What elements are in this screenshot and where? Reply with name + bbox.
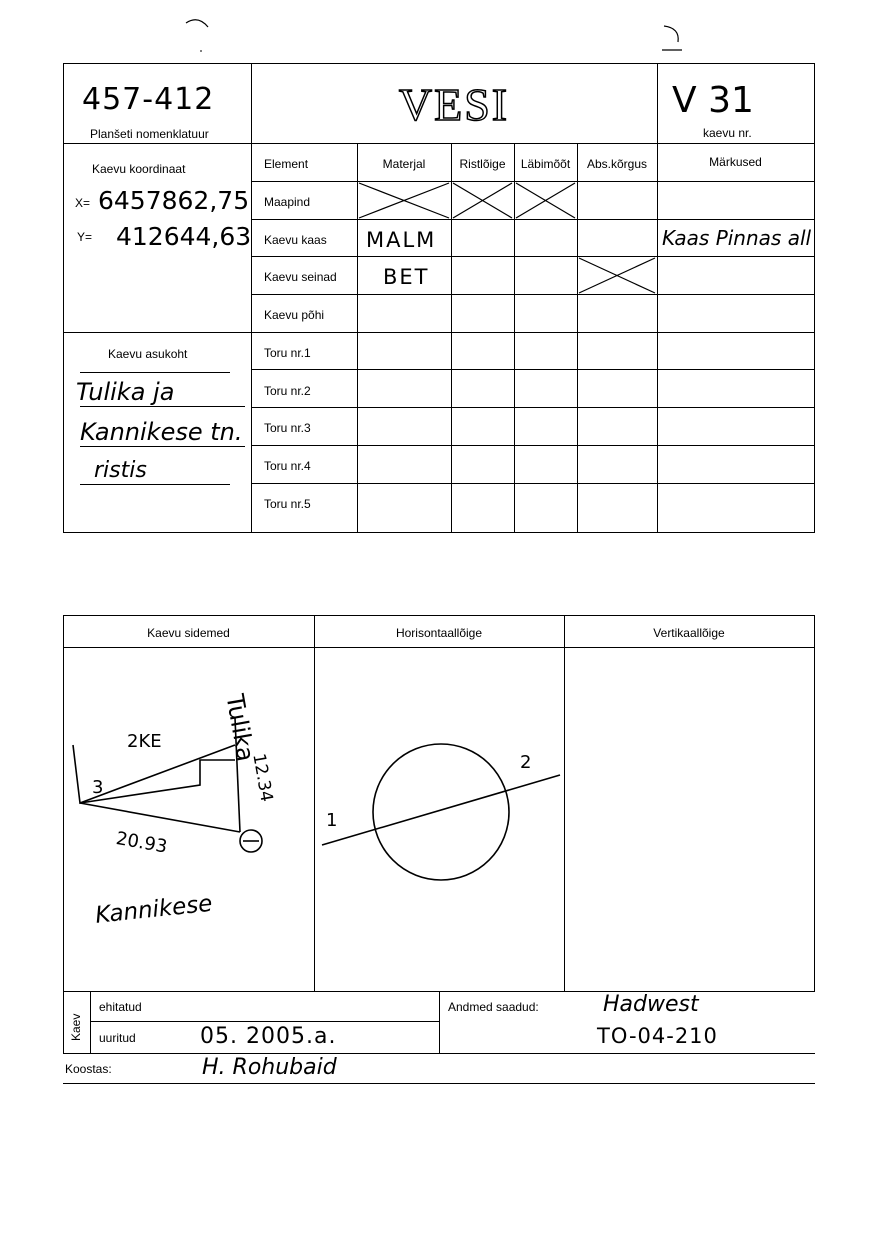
reference-2ke: 2KE <box>127 731 162 752</box>
row-label: Toru nr.1 <box>264 346 311 360</box>
well-number-label: kaevu nr. <box>703 126 752 140</box>
data-source-code: TO-04-210 <box>597 1024 718 1048</box>
data-source-company: Hadwest <box>603 992 699 1017</box>
data-source-label: Andmed saadud: <box>448 1000 539 1014</box>
row-label: Kaevu kaas <box>264 233 327 247</box>
coord-y-value: 412644,63 <box>116 222 252 251</box>
col-title-connections: Kaevu sidemed <box>147 626 230 640</box>
nomenclature-label: Planšeti nomenklatuur <box>90 127 209 141</box>
distance-12-34: 12.34 <box>248 752 277 804</box>
coordinates-label: Kaevu koordinaat <box>92 162 186 176</box>
coord-x-prefix: X= <box>75 196 91 210</box>
col-title-horizontal-section: Horisontaallõige <box>395 626 483 640</box>
section-point-1-label: 1 <box>326 810 338 831</box>
point-3-label: 3 <box>92 777 104 798</box>
form-title: VESI <box>398 79 510 130</box>
street-label-kannikese: Kannikese <box>94 890 214 929</box>
location-label: Kaevu asukoht <box>108 347 188 361</box>
row-label: Toru nr.3 <box>264 421 311 435</box>
coord-y-prefix: Y= <box>77 230 93 244</box>
location-line-2: Kannikese tn. <box>80 418 243 446</box>
row-label: Toru nr.5 <box>264 497 311 511</box>
kaev-label: Kaev <box>69 1013 83 1041</box>
location-line-1: Tulika ja <box>76 378 175 406</box>
col-header-diameter: Läbimõõt <box>520 157 571 171</box>
surveyed-label: uuritud <box>99 1031 136 1045</box>
author-label: Koostas: <box>65 1062 112 1076</box>
coord-x-value: 6457862,75 <box>98 186 250 215</box>
row-label: Maapind <box>264 195 311 209</box>
nomenclature-value: 457-412 <box>82 82 215 117</box>
lid-material-value: MALM <box>366 228 437 252</box>
well-number-value: V 31 <box>672 80 754 121</box>
section-point-2-label: 2 <box>520 752 532 773</box>
col-header-element: Element <box>264 157 309 171</box>
built-label: ehitatud <box>99 1000 142 1014</box>
row-label: Kaevu põhi <box>264 308 325 322</box>
distance-20-93: 20.93 <box>114 828 169 858</box>
street-label-tulika: Tulika <box>220 692 260 764</box>
lid-remark-value: Kaas Pinnas all <box>662 226 812 250</box>
surveyed-date-value: 05. 2005.a. <box>200 1024 337 1049</box>
col-header-cross-section: Ristlõige <box>459 157 506 171</box>
row-label: Kaevu seinad <box>264 270 337 284</box>
row-label: Toru nr.2 <box>264 384 311 398</box>
col-header-remarks: Märkused <box>709 155 762 169</box>
col-title-vertical-section: Vertikaallõige <box>653 626 725 640</box>
col-header-abs-height: Abs.kõrgus <box>586 157 648 171</box>
walls-material-value: BET <box>383 265 430 289</box>
col-header-material: Materjal <box>382 157 426 171</box>
row-label: Toru nr.4 <box>264 459 311 473</box>
author-value: H. Rohubaid <box>202 1055 337 1080</box>
location-line-3: ristis <box>94 458 147 483</box>
